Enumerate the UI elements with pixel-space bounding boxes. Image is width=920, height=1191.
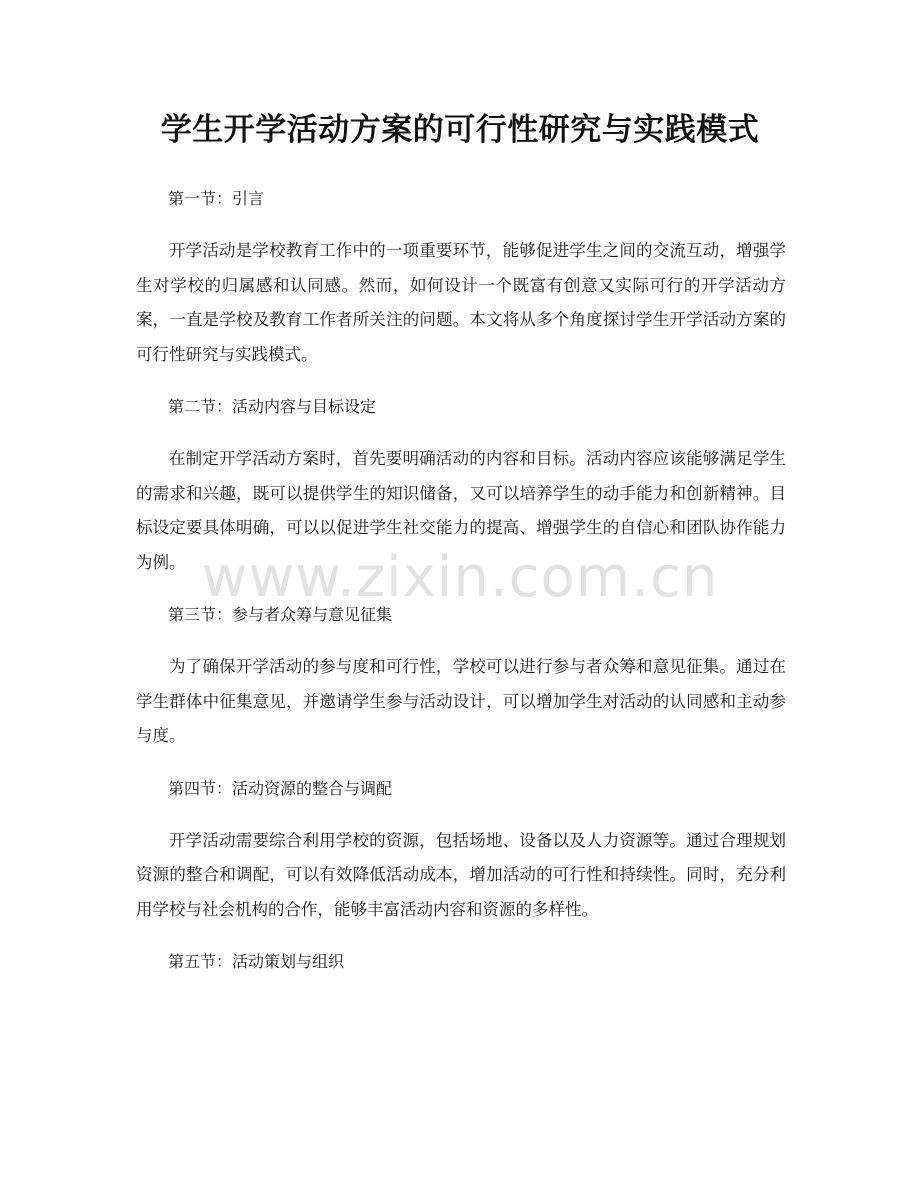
section-heading-3: 第三节：参与者众筹与意见征集 [168, 605, 393, 624]
section-paragraph-2: 在制定开学活动方案时，首先要明确活动的内容和目标。活动内容应该能够满足学生的需求和兴趣，既可以提供学生的知识储备，又可以培养学生的动手能力和创新精神。目标设定要具体明确，可以以促进学生社交能力的提高、增强学生的自信心和团队协作能力为例。 [136, 449, 786, 572]
document-title: 学生开学活动方案的可行性研究与实践模式 [160, 112, 760, 148]
section-heading-5: 第五节：活动策划与组织 [168, 952, 345, 971]
section-paragraph-1: 开学活动是学校教育工作中的一项重要环节，能够促进学生之间的交流互动，增强学生对学校的归属感和认同感。然而，如何设计一个既富有创意又实际可行的开学活动方案，一直是学校及教育工作者所关注的问题。本文将从多个角度探讨学生开学活动方案的可行性研究与实践模式。 [136, 241, 786, 364]
section-heading-1: 第一节：引言 [168, 189, 265, 208]
document-body [136, 182, 786, 997]
section-heading-4: 第四节：活动资源的整合与调配 [168, 778, 393, 798]
section-paragraph-4: 开学活动需要综合利用学校的资源，包括场地、设备以及人力资源等。通过合理规划资源的整合和调配，可以有效降低活动成本，增加活动的可行性和持续性。同时，充分利用学校与社会机构的合作，能够丰富活动内容和资源的多样性。 [136, 830, 786, 919]
watermark: www.zixin.com.cn [201, 545, 719, 610]
section-paragraph-3: 为了确保开学活动的参与度和可行性，学校可以进行参与者众筹和意见征集。通过在学生群体中征集意见，并邀请学生参与活动设计，可以增加学生对活动的认同感和主动参与度。 [136, 657, 786, 745]
section-heading-2: 第二节：活动内容与目标设定 [168, 397, 377, 416]
